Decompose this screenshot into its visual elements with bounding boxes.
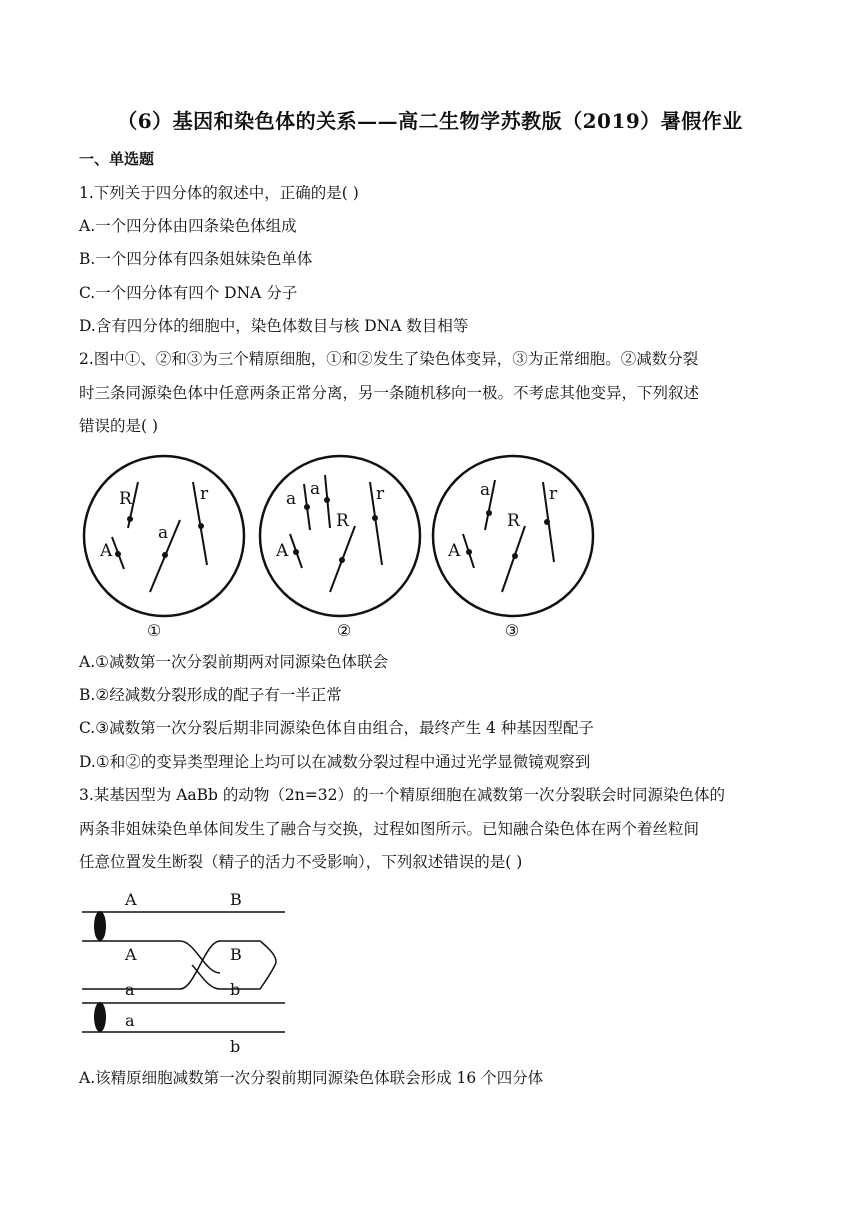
fig3-label-B-loop: B	[230, 945, 242, 964]
q2-option-c: C.③减数第一次分裂后期非同源染色体自由组合，最终产生 4 种基因型配子	[79, 719, 594, 737]
q3-stem-line-1: 3.某基因型为 AaBb 的动物（2n=32）的一个精原细胞在减数第一次分裂联会时同源染色体的	[79, 786, 725, 804]
fig3-label-A-top: A	[125, 890, 137, 909]
cell-3-number: ③	[504, 621, 520, 640]
fig3-label-b-bottom: b	[230, 1037, 241, 1056]
q1-option-c: C.一个四分体有四个 DNA 分子	[79, 284, 298, 302]
fig3-label-a-third: a	[125, 980, 135, 999]
cell-3-label-r: r	[549, 484, 558, 504]
q3-option-a: A.该精原细胞减数第一次分裂前期同源染色体联会形成 16 个四分体	[79, 1069, 544, 1087]
q2-stem-line-1: 2.图中①、②和③为三个精原细胞，①和②发生了染色体变异，③为正常细胞。②减数分裂	[79, 350, 699, 368]
page-title: （6）基因和染色体的关系——高二生物学苏教版（2019）暑假作业	[117, 109, 743, 133]
q3-stem-line-3: 任意位置发生断裂（精子的活力不受影响），下列叙述错误的是( )	[79, 853, 523, 871]
cell-2-label-R: R	[336, 511, 349, 531]
fig3-label-B-top: B	[230, 890, 242, 909]
q2-stem-line-2: 时三条同源染色体中任意两条正常分离，另一条随机移向一极。不考虑其他变异，下列叙述	[79, 384, 700, 402]
cell-1-label-a: a	[158, 523, 169, 543]
q2-figure-cells	[70, 450, 600, 645]
cell-1-label-r: r	[200, 484, 209, 504]
cell-1-number: ①	[146, 621, 162, 640]
fig3-label-b-loop: b	[230, 980, 241, 999]
fig3-label-a-bottom: a	[125, 1011, 135, 1030]
q2-option-d: D.①和②的变异类型理论上均可以在减数分裂过程中通过光学显微镜观察到	[79, 753, 591, 771]
cell-3-label-A: A	[448, 541, 461, 561]
q2-option-b: B.②经减数分裂形成的配子有一半正常	[79, 686, 342, 704]
q3-stem-line-2: 两条非姐妹染色单体间发生了融合与交换，过程如图所示。已知融合染色体在两个着丝粒间	[79, 820, 700, 838]
cell-3-label-a: a	[480, 480, 491, 500]
cell-2-label-a2: a	[310, 479, 321, 499]
q1-stem: 1.下列关于四分体的叙述中，正确的是( )	[79, 184, 359, 202]
cell-2	[260, 456, 420, 640]
q1-option-b: B.一个四分体有四条姐妹染色单体	[79, 250, 313, 268]
section-heading: 一、单选题	[79, 150, 155, 168]
q2-stem-line-3: 错误的是( )	[79, 417, 159, 435]
cell-1-label-R: R	[119, 489, 132, 509]
q1-option-d: D.含有四分体的细胞中，染色体数目与核 DNA 数目相等	[79, 317, 469, 335]
q2-option-a: A.①减数第一次分裂前期两对同源染色体联会	[79, 653, 389, 671]
cell-2-label-A: A	[276, 541, 289, 561]
fig3-label-A-second: A	[125, 945, 137, 964]
cell-2-label-a1: a	[286, 489, 297, 509]
cell-1	[84, 456, 244, 640]
cell-3-label-R: R	[507, 511, 520, 531]
q3-figure-crossover	[80, 885, 290, 1060]
cell-3	[433, 456, 593, 640]
cell-2-label-r: r	[376, 484, 385, 504]
cell-1-label-A: A	[100, 541, 113, 561]
q1-option-a: A.一个四分体由四条染色体组成	[79, 217, 297, 235]
cell-2-number: ②	[336, 621, 352, 640]
